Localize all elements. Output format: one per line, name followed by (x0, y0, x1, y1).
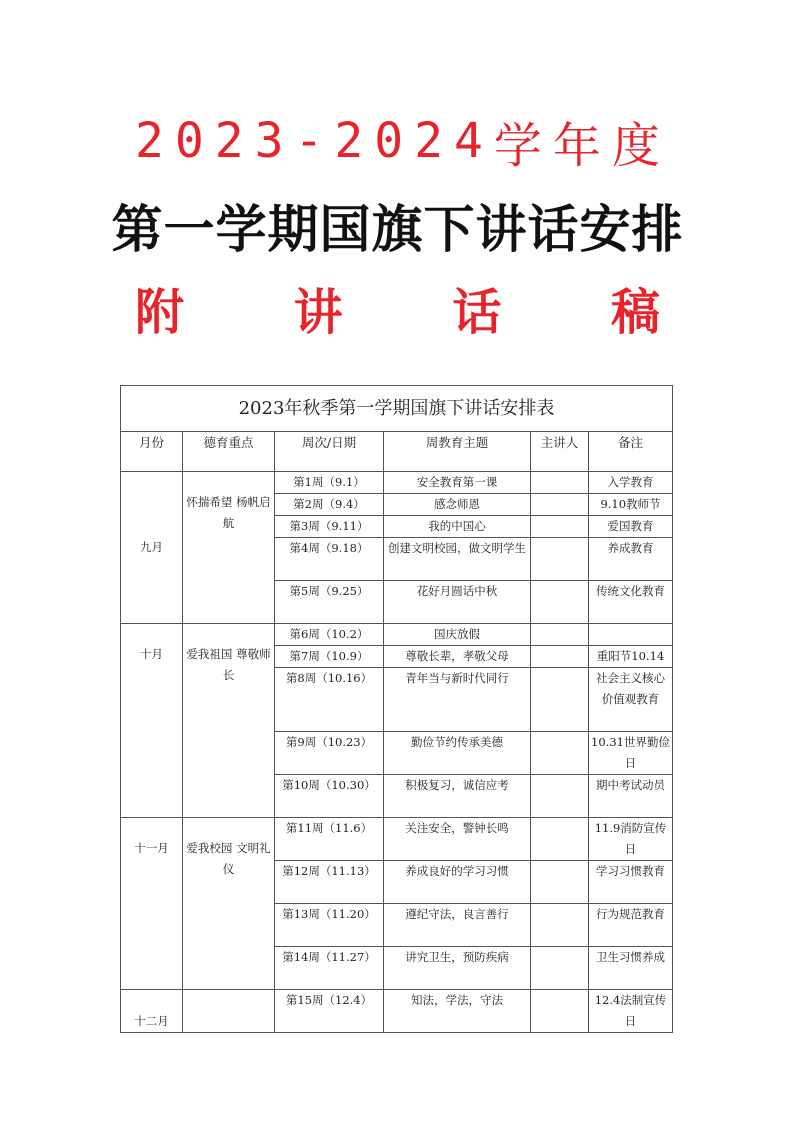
title-char: 话 (452, 284, 502, 341)
focus-cell: 爱我祖国 尊敬师长 (183, 624, 275, 818)
week-cell: 第10周（10.30） (275, 775, 384, 818)
week-cell: 第2周（9.4） (275, 494, 384, 516)
week-cell: 第6周（10.2） (275, 624, 384, 646)
theme-cell: 知法，学法，守法 (384, 990, 531, 1033)
table-row (121, 624, 673, 646)
theme-cell: 国庆放假 (384, 624, 531, 646)
week-cell: 第1周（9.1） (275, 472, 384, 494)
week-cell: 第8周（10.16） (275, 668, 384, 732)
title-char: 2 (135, 113, 164, 169)
theme-cell: 安全教育第一课 (384, 472, 531, 494)
note-cell: 社会主义核心价值观教育 (589, 668, 673, 732)
theme-cell: 花好月圆话中秋 (384, 581, 531, 624)
note-cell: 行为规范教育 (589, 904, 673, 947)
week-cell: 第3周（9.11） (275, 516, 384, 538)
note-cell: 9.10教师节 (589, 494, 673, 516)
title-char: 2 (414, 113, 444, 169)
title-char: 学 (493, 117, 542, 174)
column-header-theme: 周教育主题 (384, 432, 531, 472)
theme-cell: 尊敬长辈，孝敬父母 (384, 646, 531, 668)
speaker-cell (531, 861, 589, 904)
week-cell: 第13周（11.20） (275, 904, 384, 947)
title-char: 0 (174, 113, 204, 169)
note-cell: 期中考试动员 (589, 775, 673, 818)
title-char: - (294, 113, 324, 169)
column-header-focus: 德育重点 (183, 432, 275, 472)
theme-cell: 创建文明校园，做文明学生 (384, 538, 531, 581)
note-cell: 传统文化教育 (589, 581, 673, 624)
theme-cell: 我的中国心 (384, 516, 531, 538)
title-char: 稿 (610, 284, 660, 341)
month-cell: 十二月 (121, 990, 183, 1033)
note-cell: 卫生习惯养成 (589, 947, 673, 990)
theme-cell: 关注安全，警钟长鸣 (384, 818, 531, 861)
speaker-cell (531, 818, 589, 861)
week-cell: 第11周（11.6） (275, 818, 384, 861)
table-row (121, 990, 673, 1033)
theme-cell: 青年当与新时代同行 (384, 668, 531, 732)
speaker-cell (531, 538, 589, 581)
column-header-week: 周次/日期 (275, 432, 384, 472)
speaker-cell (531, 990, 589, 1033)
focus-cell: 爱我校园 文明礼仪 (183, 818, 275, 990)
speaker-cell (531, 646, 589, 668)
note-cell: 12.4法制宣传日 (589, 990, 673, 1033)
theme-cell: 养成良好的学习习惯 (384, 861, 531, 904)
week-cell: 第9周（10.23） (275, 732, 384, 775)
speaker-cell (531, 732, 589, 775)
focus-cell: 怀揣希望 杨帆启航 (183, 472, 275, 624)
table-row (121, 818, 673, 861)
title-line-main: 第一学期国旗下讲话安排 (111, 201, 684, 260)
title-char: 讲 (293, 284, 343, 341)
note-cell: 重阳节10.14 (589, 646, 673, 668)
title-char: 4 (454, 113, 483, 169)
week-cell: 第15周（12.4） (275, 990, 384, 1033)
column-header-note: 备注 (589, 432, 673, 472)
title-char: 3 (254, 113, 284, 169)
month-cell: 十一月 (121, 818, 183, 990)
note-cell: 11.9消防宣传日 (589, 818, 673, 861)
title-char: 2 (214, 113, 244, 169)
speaker-cell (531, 472, 589, 494)
month-cell: 十月 (121, 624, 183, 818)
theme-cell: 积极复习，诚信应考 (384, 775, 531, 818)
title-char: 度 (611, 117, 660, 174)
title-char: 2 (334, 113, 364, 169)
note-cell: 入学教育 (589, 472, 673, 494)
week-cell: 第12周（11.13） (275, 861, 384, 904)
title-char: 0 (374, 113, 404, 169)
week-cell: 第7周（10.9） (275, 646, 384, 668)
speaker-cell (531, 947, 589, 990)
speaker-cell (531, 624, 589, 646)
note-cell: 10.31世界勤俭日 (589, 732, 673, 775)
title-line-year (135, 110, 660, 172)
schedule-table (120, 385, 673, 1033)
speaker-cell (531, 904, 589, 947)
table-row (121, 472, 673, 494)
note-cell (589, 624, 673, 646)
focus-cell (183, 990, 275, 1033)
column-header-month: 月份 (121, 432, 183, 472)
theme-cell: 感念师恩 (384, 494, 531, 516)
note-cell: 养成教育 (589, 538, 673, 581)
speaker-cell (531, 494, 589, 516)
column-header-speaker: 主讲人 (531, 432, 589, 472)
table-caption: 2023年秋季第一学期国旗下讲话安排表 (121, 386, 673, 432)
title-char: 年 (552, 117, 601, 174)
speaker-cell (531, 516, 589, 538)
speaker-cell (531, 668, 589, 732)
theme-cell: 勤俭节约传承美德 (384, 732, 531, 775)
theme-cell: 讲究卫生，预防疾病 (384, 947, 531, 990)
note-cell: 爱国教育 (589, 516, 673, 538)
theme-cell: 遵纪守法，良言善行 (384, 904, 531, 947)
week-cell: 第5周（9.25） (275, 581, 384, 624)
week-cell: 第14周（11.27） (275, 947, 384, 990)
title-char: 附 (135, 284, 185, 341)
speaker-cell (531, 775, 589, 818)
title-line-attachment (135, 277, 660, 341)
note-cell: 学习习惯教育 (589, 861, 673, 904)
month-cell: 九月 (121, 472, 183, 624)
speaker-cell (531, 581, 589, 624)
week-cell: 第4周（9.18） (275, 538, 384, 581)
